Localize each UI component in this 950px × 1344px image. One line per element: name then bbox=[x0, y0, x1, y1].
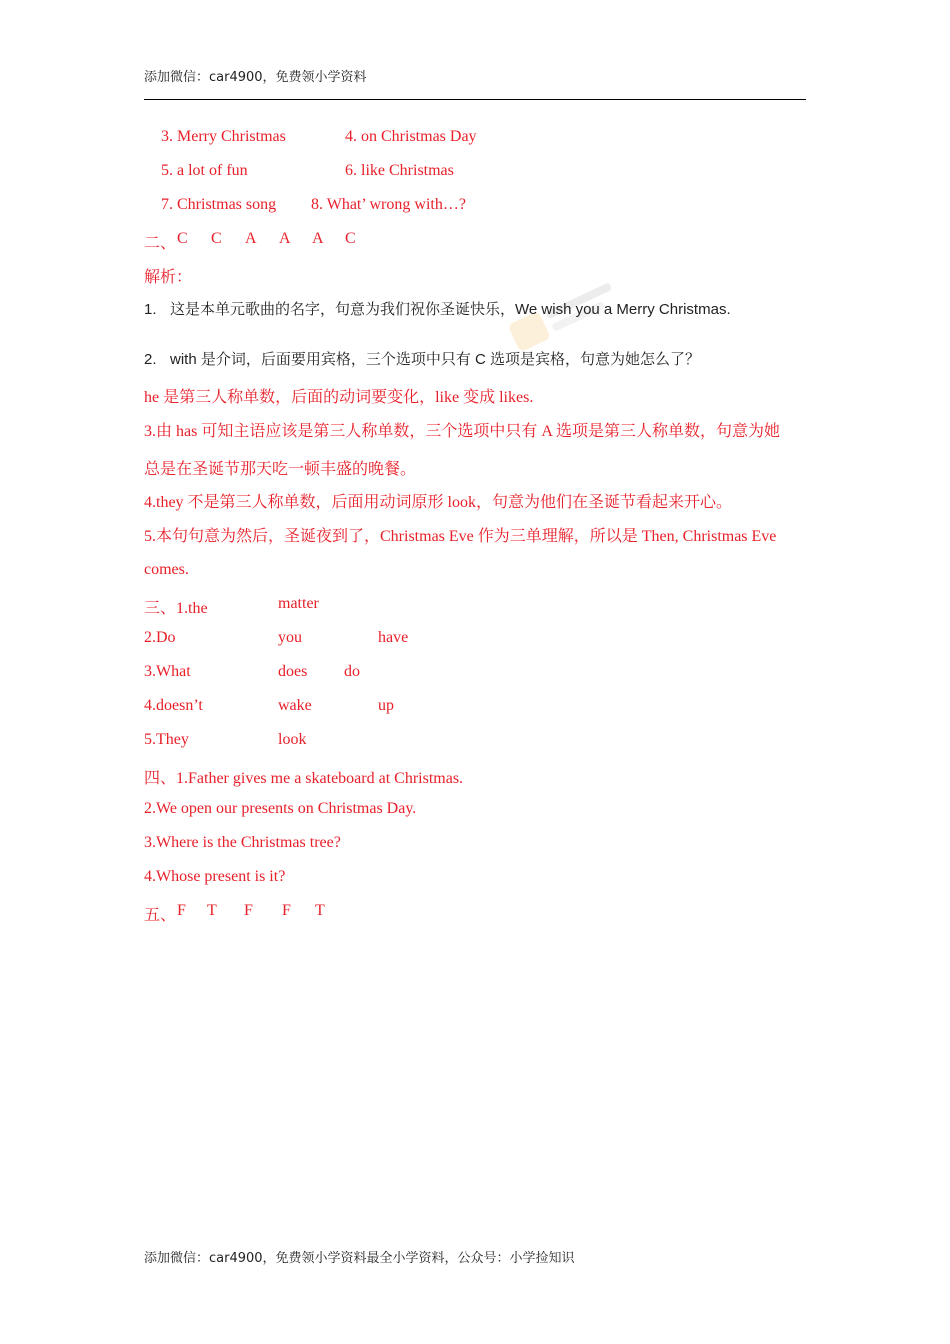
explanation-line: comes. bbox=[144, 561, 189, 578]
explain-label: 解析： bbox=[144, 269, 193, 286]
fill-word: matter bbox=[278, 595, 319, 612]
answer-item: 3. Merry Christmas bbox=[161, 128, 286, 145]
explanation-line: 3.由 has 可知主语应该是第三人称单数，三个选项中只有 A 选项是第三人称单数，句意为她 bbox=[144, 423, 781, 440]
fill-word: 2.Do bbox=[144, 629, 176, 646]
sentence-answer: 3.Where is the Christmas tree? bbox=[144, 834, 341, 851]
choice-answer: A bbox=[245, 230, 257, 247]
fill-word: 3.What bbox=[144, 663, 191, 680]
tf-answer: T bbox=[207, 902, 217, 919]
answer-item: 8. What’ wrong with…? bbox=[311, 196, 466, 213]
explanation-note bbox=[144, 298, 731, 319]
note-number: 2. bbox=[144, 351, 157, 368]
page-footer: 添加微信：car4900，免费领小学资料最全小学资料，公众号：小学捡知识 bbox=[144, 1251, 575, 1266]
choice-answer: A bbox=[312, 230, 324, 247]
note-text: 这是本单元歌曲的名字，句意为我们祝你圣诞快乐，We wish you a Merry Christmas. bbox=[170, 301, 731, 318]
sentence-answer: 四、1.Father gives me a skateboard at Christmas. bbox=[144, 770, 464, 787]
fill-word: have bbox=[378, 629, 409, 646]
answer-item: 5. a lot of fun bbox=[161, 162, 248, 179]
fill-word: 4.doesn’t bbox=[144, 697, 203, 714]
choice-answer: C bbox=[345, 230, 356, 247]
fill-word: you bbox=[278, 629, 302, 646]
tf-answer: F bbox=[244, 902, 253, 919]
fill-word: wake bbox=[278, 697, 312, 714]
fill-word: do bbox=[344, 663, 360, 680]
choice-answer: C bbox=[211, 230, 222, 247]
choice-answer: C bbox=[177, 230, 188, 247]
fill-word: look bbox=[278, 731, 307, 748]
section-label: 二、 bbox=[144, 235, 177, 252]
fill-word: 三、1.the bbox=[144, 600, 208, 617]
fill-word: 5.They bbox=[144, 731, 189, 748]
note-text: with 是介词，后面要用宾格，三个选项中只有 C 选项是宾格，句意为她怎么了？ bbox=[170, 351, 701, 368]
explanation-line: he 是第三人称单数，后面的动词要变化，like 变成 likes. bbox=[144, 389, 534, 406]
header-rule bbox=[144, 99, 806, 100]
answer-item: 6. like Christmas bbox=[345, 162, 454, 179]
answer-item: 4. on Christmas Day bbox=[345, 128, 477, 145]
sentence-answer: 2.We open our presents on Christmas Day. bbox=[144, 800, 417, 817]
page-header: 添加微信：car4900，免费领小学资料 bbox=[144, 70, 367, 85]
tf-answer: F bbox=[282, 902, 291, 919]
sentence-answer: 4.Whose present is it? bbox=[144, 868, 286, 885]
explanation-line: 5.本句句意为然后，圣诞夜到了，Christmas Eve 作为三单理解，所以是 Then, Christmas Eve bbox=[144, 528, 777, 545]
explanation-line: 总是在圣诞节那天吃一顿丰盛的晚餐。 bbox=[144, 461, 417, 478]
explanation-line: 4.they 不是第三人称单数，后面用动词原形 look，句意为他们在圣诞节看起来开心。 bbox=[144, 494, 732, 511]
fill-word: does bbox=[278, 663, 308, 680]
fill-word: up bbox=[378, 697, 394, 714]
explanation-note bbox=[144, 348, 700, 369]
section-label: 五、 bbox=[144, 907, 177, 924]
tf-answer: T bbox=[315, 902, 325, 919]
answer-item: 7. Christmas song bbox=[161, 196, 277, 213]
choice-answer: A bbox=[279, 230, 291, 247]
note-number: 1. bbox=[144, 301, 157, 318]
tf-answer: F bbox=[177, 902, 186, 919]
